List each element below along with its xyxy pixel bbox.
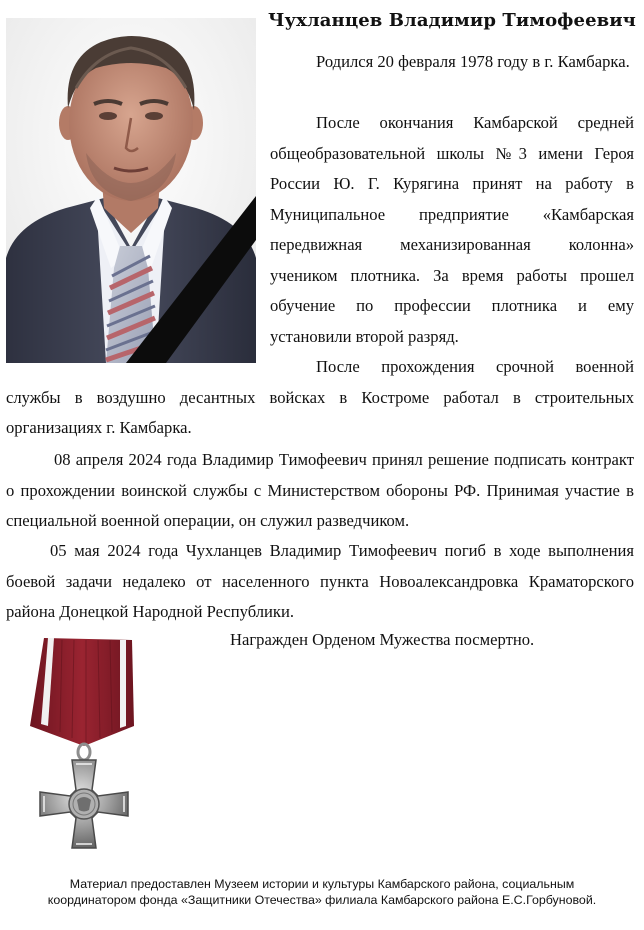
bio-service-paragraph xyxy=(6,352,634,444)
award-text: Награжден Орденом Мужества посмертно. xyxy=(230,630,535,649)
order-of-courage-medal-icon xyxy=(22,634,144,860)
bio-education-paragraph: После окончания Камбарской средней общеобразовательной школы №3 имени Героя России Ю. Г. Курягина принят на работу в Муниципальное предприятие «Камбарская передвижная механизированная колонна» учеником плотника. За время работы прошел обучение по профессии плотника и ему установили второй разряд. xyxy=(270,113,634,346)
footer-credit-line1: Материал предоставлен Музеем истории и культуры Камбарского района, социальным xyxy=(69,877,575,891)
bio-contract-paragraph: 08 апреля 2024 года Владимир Тимофеевич принял решение подписать контракт о прохождении воинской службы с Министерством обороны РФ. Принимая участие в специальной военной операции, он служил разведчиком. xyxy=(6,450,634,530)
portrait-photo-icon xyxy=(6,18,256,363)
portrait-photo xyxy=(6,18,256,363)
footer-credit-line2: координатором фонда «Защитники Отечества» филиала Камбарского района Е.С.Горбуновой. xyxy=(47,893,597,907)
bio-birth-paragraph: Родился 20 февраля 1978 году в г. Камбарка. xyxy=(316,52,630,71)
bio-service-paragraph-first-line: После прохождения срочной военной xyxy=(316,357,634,376)
bio-death-paragraph: 05 мая 2024 года Чухланцев Владимир Тимофеевич погиб в ходе выполнения боевой задачи недалеко от населенного пункта Новоалександровка Краматорского района Донецкой Народной Республики. xyxy=(6,541,634,621)
footer-credit xyxy=(0,876,644,908)
person-name: Чухланцев Владимир Тимофеевич xyxy=(268,10,636,31)
bio-service-paragraph-rest: службы в воздушно десантных войсках в Костроме работал в строительных организациях г. Камбарка. xyxy=(6,387,634,437)
